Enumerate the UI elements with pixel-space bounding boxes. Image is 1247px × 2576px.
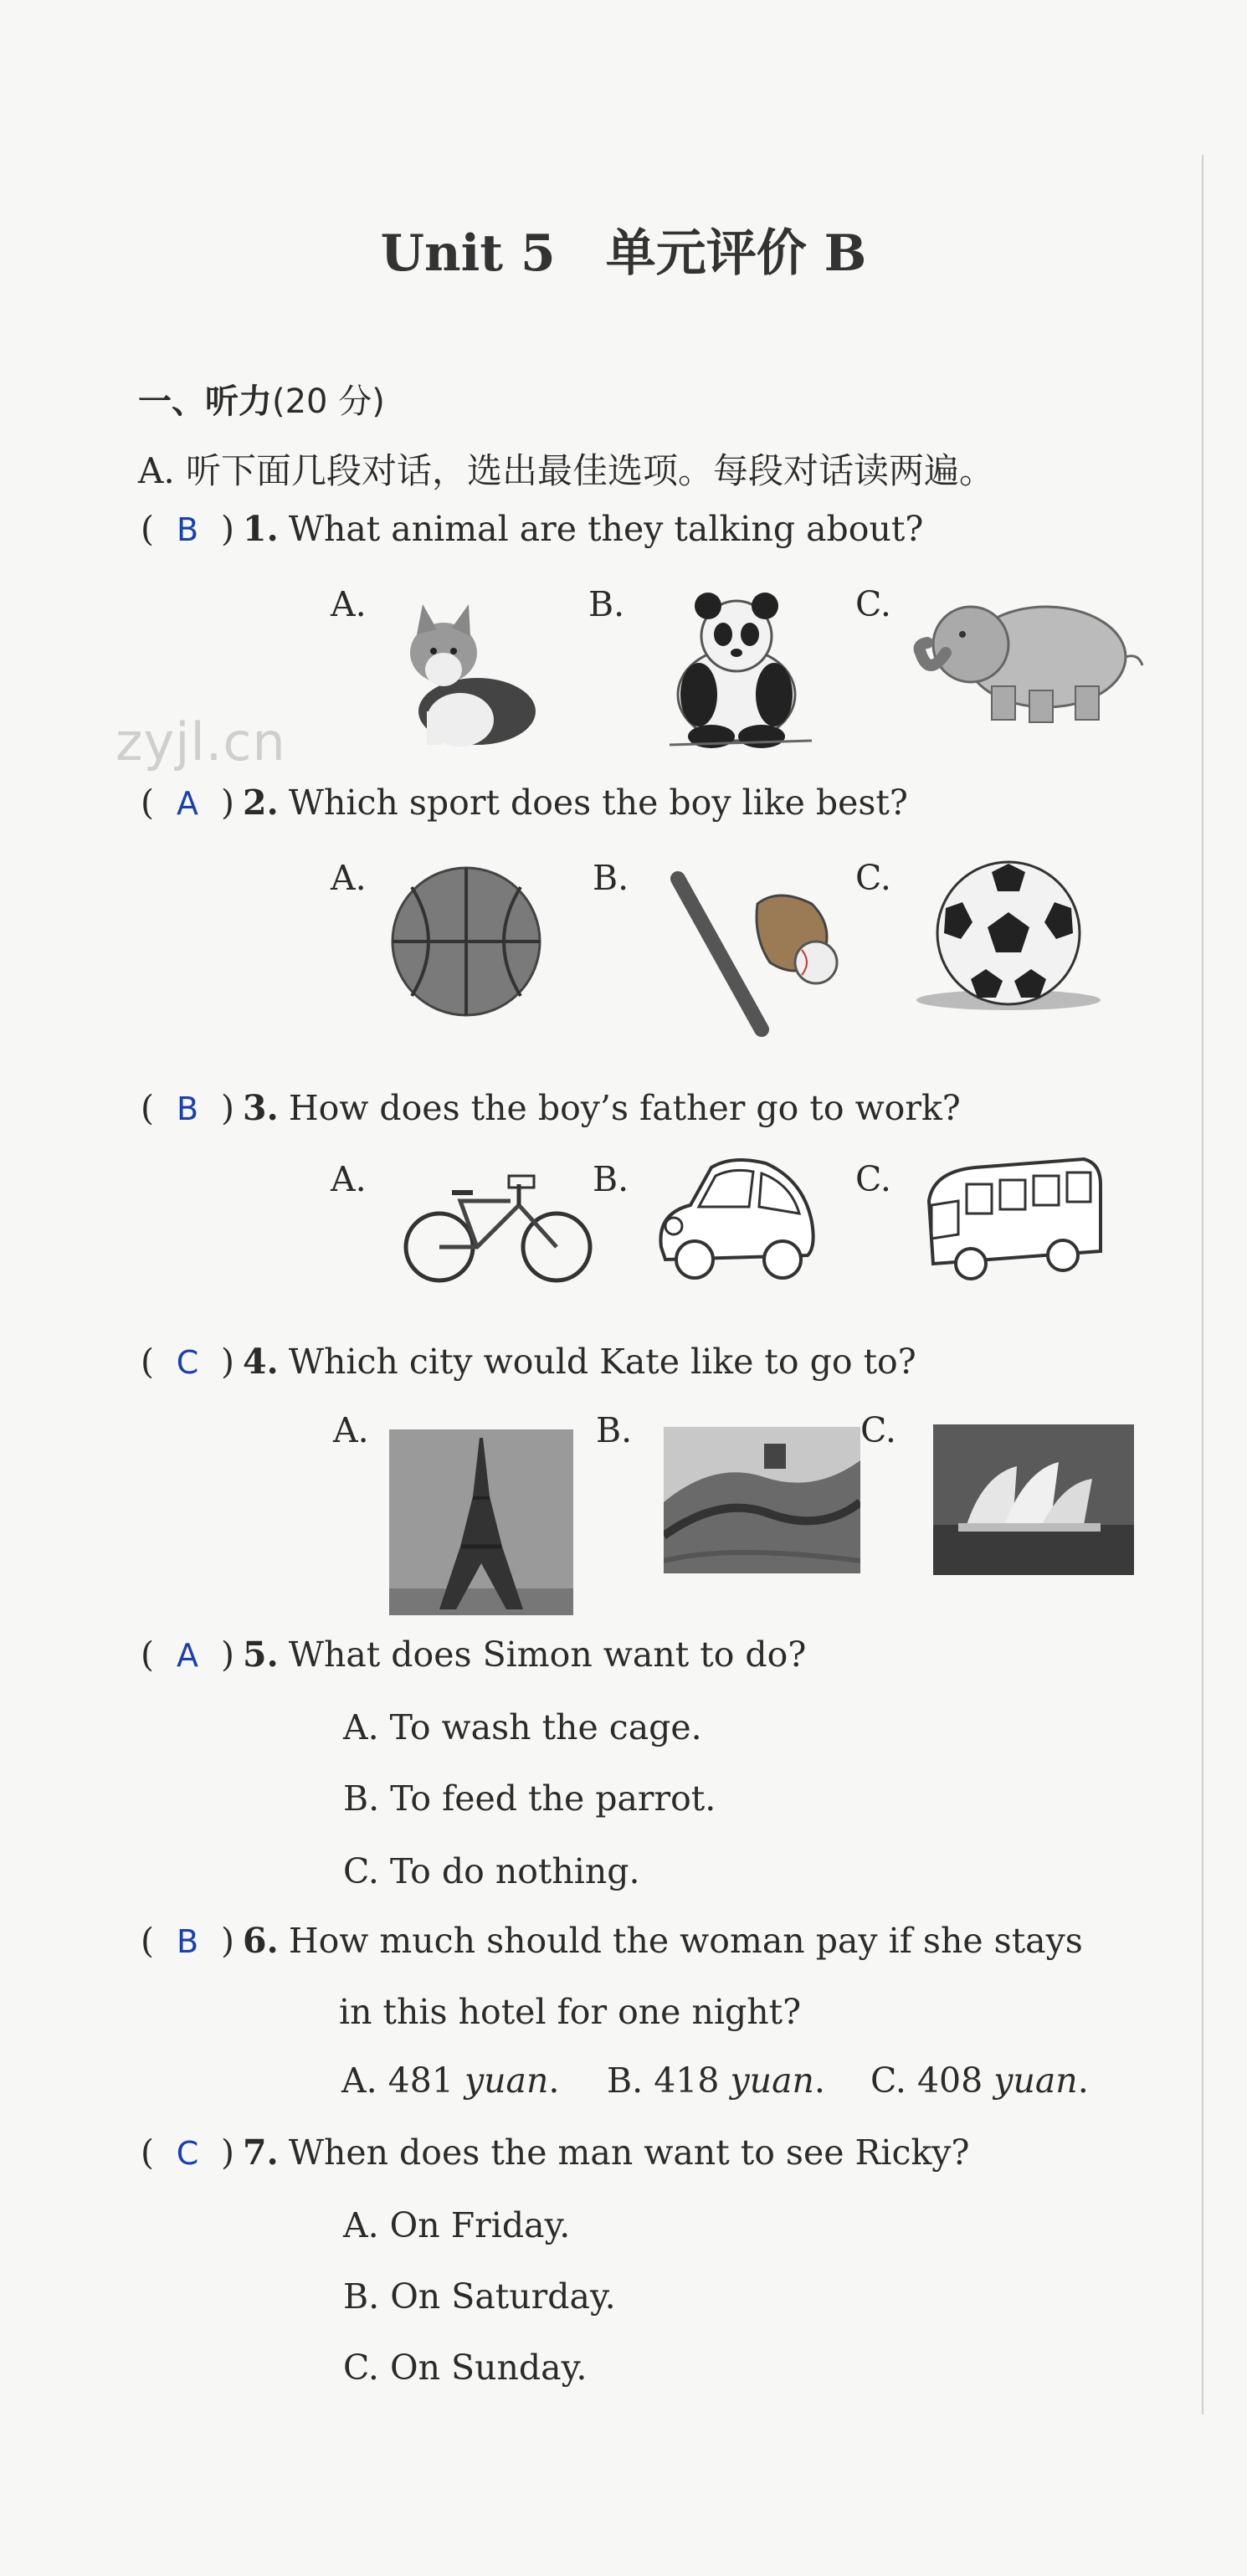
option-a-unit: yuan <box>464 2060 549 2101</box>
option-b[interactable]: B. On Saturday. <box>343 2276 616 2317</box>
paren-close: ) <box>221 1921 234 1961</box>
eiffel-tower-icon[interactable] <box>389 1429 573 1615</box>
question-3 <box>141 1088 961 1128</box>
answer-1[interactable]: B <box>176 511 199 548</box>
question-text: What animal are they talking about? <box>288 509 924 549</box>
option-b-label: B. <box>593 858 629 898</box>
option-a-label: A. <box>331 858 367 898</box>
section-score: (20 分) <box>272 382 385 421</box>
question-number: 4. <box>243 1342 279 1382</box>
elephant-icon[interactable] <box>912 586 1147 728</box>
question-text: How much should the woman pay if she stays <box>288 1921 1083 1961</box>
paren-open: ( <box>141 2132 154 2173</box>
paren-open: ( <box>141 1921 154 1961</box>
page-edge-line <box>1202 155 1203 2414</box>
option-c-end: . <box>1077 2060 1089 2101</box>
answer-7[interactable]: C <box>176 2135 199 2172</box>
option-b[interactable]: B. To feed the parrot. <box>343 1778 716 1819</box>
great-wall-icon[interactable] <box>664 1427 860 1573</box>
option-c-label: C. <box>855 1159 891 1199</box>
question-text: How does the boy’s father go to work? <box>288 1088 961 1128</box>
option-a[interactable] <box>341 2060 559 2101</box>
option-c-label: C. <box>860 1410 896 1450</box>
option-a-label: A. 481 <box>341 2060 454 2101</box>
question-number: 7. <box>243 2132 279 2173</box>
answer-4[interactable]: C <box>176 1344 199 1381</box>
question-number: 3. <box>243 1088 279 1128</box>
question-number: 5. <box>243 1634 279 1675</box>
option-a-label: A. <box>331 1159 367 1199</box>
paren-open: ( <box>141 1342 154 1382</box>
question-text: Which city would Kate like to go to? <box>288 1342 916 1382</box>
car-icon[interactable] <box>649 1147 824 1289</box>
question-4 <box>141 1342 916 1382</box>
option-c-label: C. 408 <box>870 2060 983 2101</box>
option-b-label: B. <box>596 1410 633 1450</box>
section-heading <box>138 375 385 423</box>
answer-3[interactable]: B <box>176 1090 199 1127</box>
option-b-label: B. <box>588 584 625 624</box>
question-number: 1. <box>243 509 279 549</box>
option-b[interactable] <box>607 2060 825 2101</box>
paren-open: ( <box>141 509 154 549</box>
question-number: 2. <box>243 783 279 823</box>
option-c[interactable]: C. To do nothing. <box>343 1851 640 1891</box>
question-1 <box>141 509 923 549</box>
paren-open: ( <box>141 1634 154 1675</box>
football-icon[interactable] <box>912 854 1105 1013</box>
watermark: zyjl.cn <box>115 711 286 772</box>
paren-close: ) <box>221 1342 234 1382</box>
question-5 <box>141 1634 806 1675</box>
question-text-continued: in this hotel for one night? <box>339 1992 802 2032</box>
section-title: 一、听力 <box>138 382 272 421</box>
paren-open: ( <box>141 1088 154 1128</box>
option-a-label: A. <box>333 1410 369 1450</box>
question-2 <box>141 783 908 823</box>
paren-open: ( <box>141 783 154 823</box>
cat-icon[interactable] <box>393 586 544 753</box>
sydney-opera-house-icon[interactable] <box>933 1424 1134 1575</box>
option-b-end: . <box>813 2060 825 2101</box>
paren-close: ) <box>221 2132 234 2173</box>
option-a[interactable]: A. To wash the cage. <box>343 1707 702 1747</box>
instruction: A. 听下面几段对话，选出最佳选项。每段对话读两遍。 <box>138 450 995 491</box>
baseball-icon[interactable] <box>661 870 854 1038</box>
answer-5[interactable]: A <box>177 1637 198 1674</box>
option-c-label: C. <box>855 584 891 624</box>
option-b-unit: yuan <box>730 2060 814 2101</box>
option-c-label: C. <box>855 858 891 898</box>
option-c-unit: yuan <box>993 2060 1078 2101</box>
answer-2[interactable]: A <box>177 785 198 822</box>
paren-close: ) <box>221 1088 234 1128</box>
page-title: Unit 5 单元评价 B <box>380 224 867 283</box>
bus-icon[interactable] <box>916 1151 1109 1293</box>
option-a-label: A. <box>331 584 367 624</box>
paren-close: ) <box>221 783 234 823</box>
basketball-icon[interactable] <box>387 862 546 1021</box>
option-c[interactable] <box>870 2060 1089 2101</box>
option-a[interactable]: A. On Friday. <box>343 2205 571 2245</box>
answer-6[interactable]: B <box>176 1923 199 1960</box>
question-text: When does the man want to see Ricky? <box>288 2132 970 2173</box>
option-a-end: . <box>548 2060 560 2101</box>
question-6 <box>141 1921 1083 1961</box>
question-text: Which sport does the boy like best? <box>288 783 908 823</box>
bicycle-icon[interactable] <box>402 1167 594 1285</box>
option-c[interactable]: C. On Sunday. <box>343 2348 588 2388</box>
paren-close: ) <box>221 1634 234 1675</box>
option-b-label: B. <box>593 1159 629 1199</box>
question-text: What does Simon want to do? <box>288 1634 807 1675</box>
option-b-label: B. 418 <box>607 2060 720 2101</box>
question-number: 6. <box>243 1921 279 1961</box>
paren-close: ) <box>221 509 234 549</box>
question-7 <box>141 2132 969 2173</box>
panda-icon[interactable] <box>653 586 820 753</box>
